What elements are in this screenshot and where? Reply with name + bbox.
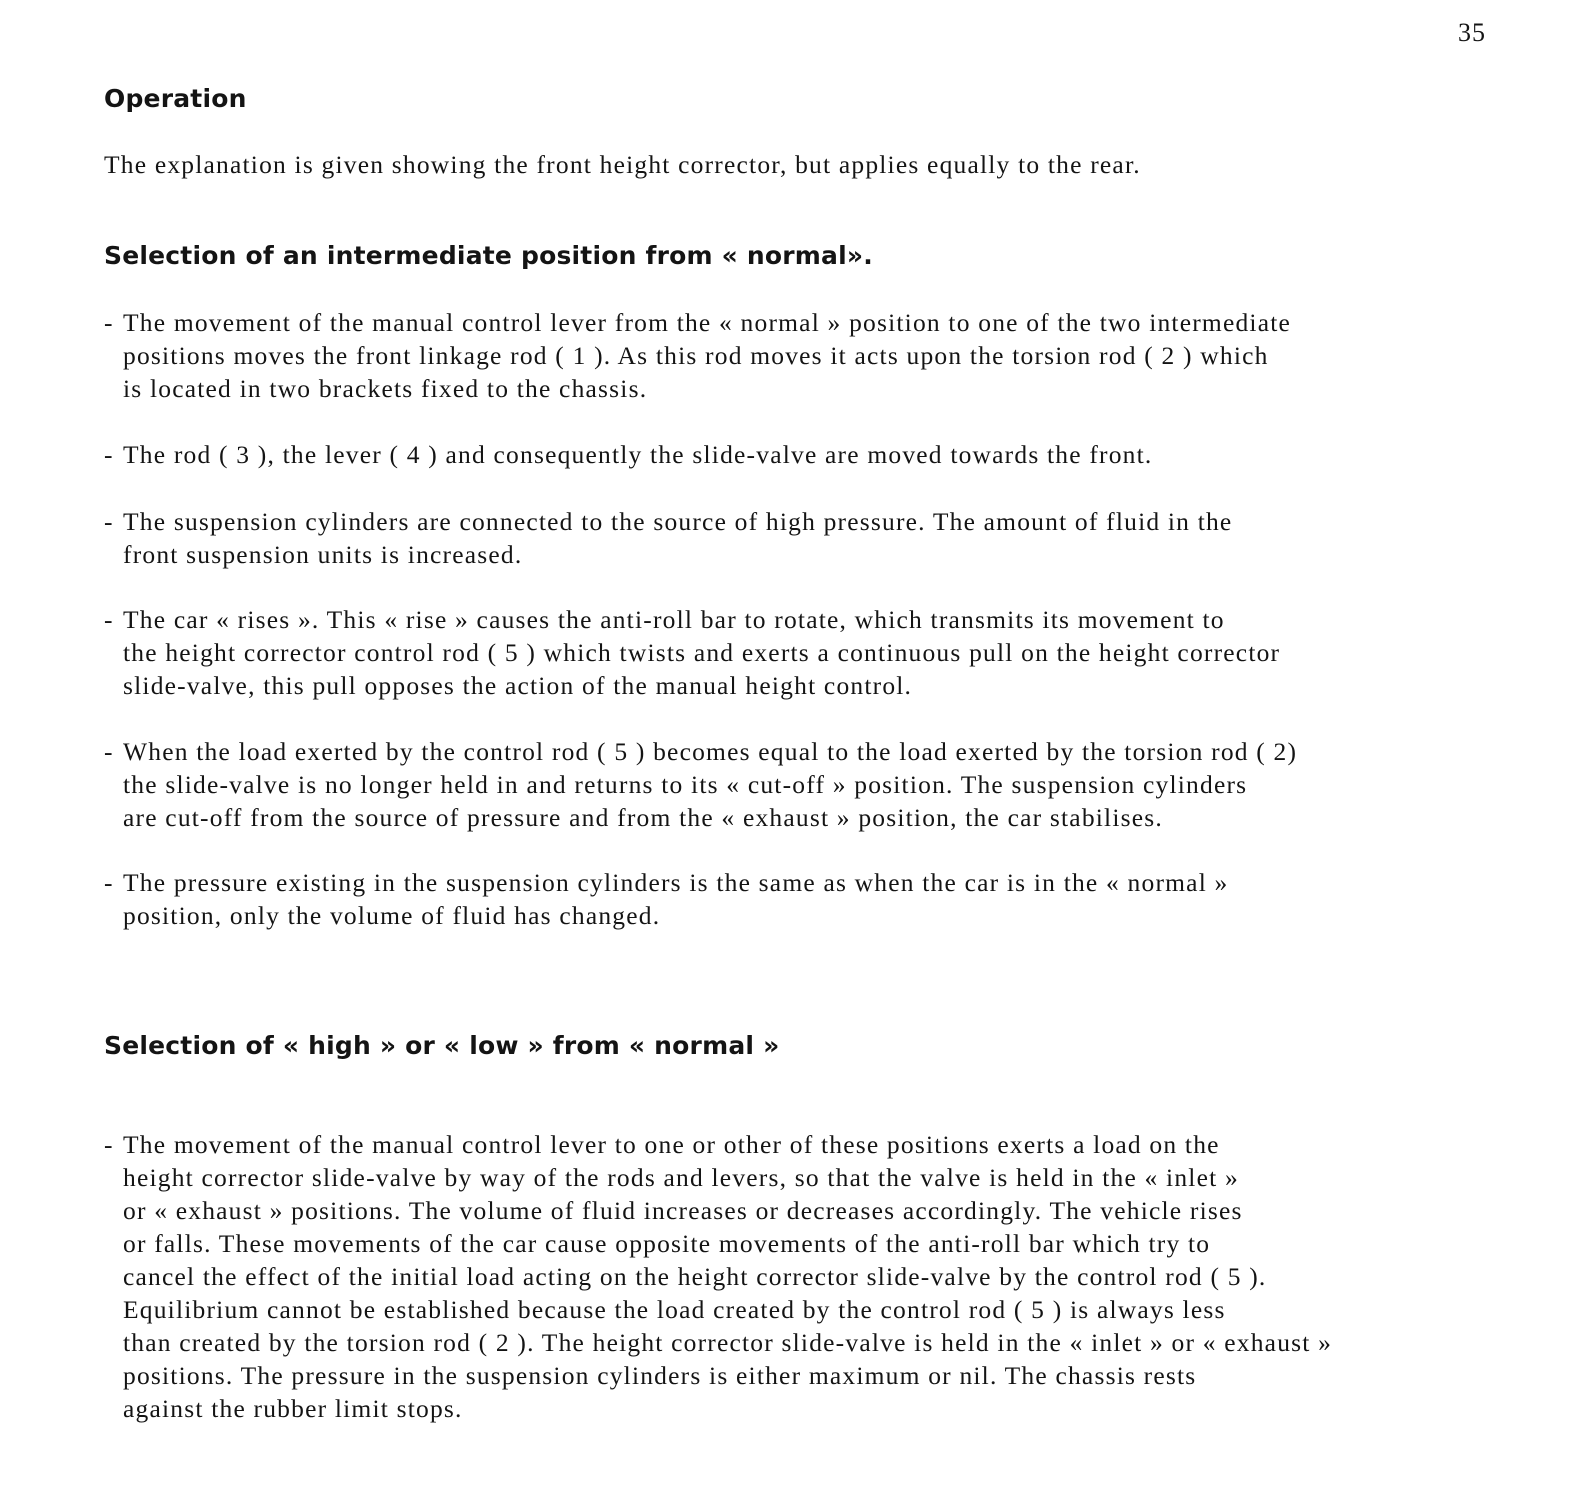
item-line: the height corrector control rod ( 5 ) which twists and exerts a continuous pull on the height corrector [123,638,1281,667]
item-line: When the load exerted by the control rod ( 5 ) becomes equal to the load exerted by the torsion rod ( 2) [123,737,1298,766]
item-line: The rod ( 3 ), the lever ( 4 ) and consequently the slide-valve are moved towards the front. [123,440,1153,469]
item-line: slide-valve, this pull opposes the action of the manual height control. [123,671,913,700]
item-line: The car « rises ». This « rise » causes the anti-roll bar to rotate, which transmits its movement to [123,605,1225,634]
item-line: or falls. These movements of the car cause opposite movements of the anti-roll bar which try to [123,1229,1211,1258]
page-number: 35 [1458,18,1486,47]
bullet-dash: - [104,308,114,337]
item-line: The movement of the manual control lever from the « normal » position to one of the two intermediate [123,308,1292,337]
item-line: The suspension cylinders are connected to the source of high pressure. The amount of fluid in the [123,507,1233,536]
item-line: or « exhaust » positions. The volume of fluid increases or decreases accordingly. The vehicle rises [123,1196,1243,1225]
item-line: the slide-valve is no longer held in and returns to its « cut-off » position. The suspension cylinders [123,770,1248,799]
item-line: against the rubber limit stops. [123,1394,463,1423]
item-line: position, only the volume of fluid has changed. [123,901,661,930]
bullet-dash: - [104,440,114,469]
bullet-dash: - [104,868,114,897]
item-line: The movement of the manual control lever to one or other of these positions exerts a load on the [123,1130,1220,1159]
item-line: positions moves the front linkage rod ( 1 ). As this rod moves it acts upon the torsion rod ( 2 ) which [123,341,1269,370]
operation-heading: Operation [104,84,247,113]
item-line: Equilibrium cannot be established because the load created by the control rod ( 5 ) is always less [123,1295,1226,1324]
item-line: is located in two brackets fixed to the chassis. [123,374,648,403]
item-line: The pressure existing in the suspension cylinders is the same as when the car is in the « normal » [123,868,1229,897]
item-line: front suspension units is increased. [123,540,523,569]
operation-intro: The explanation is given showing the front height corrector, but applies equally to the rear. [104,150,1141,179]
intermediate-item-3 [104,505,1524,571]
item-line: are cut-off from the source of pressure and from the « exhaust » position, the car stabilises. [123,803,1163,832]
high-low-heading: Selection of « high » or « low » from « normal » [104,1031,780,1060]
intermediate-item-2 [104,438,1524,471]
intermediate-heading: Selection of an intermediate position from « normal». [104,241,873,270]
item-line: height corrector slide-valve by way of the rods and levers, so that the valve is held in the « inlet » [123,1163,1239,1192]
bullet-dash: - [104,1130,114,1159]
high-low-item-1 [104,1128,1544,1425]
bullet-dash: - [104,507,114,536]
intermediate-item-6 [104,866,1524,932]
intermediate-item-5 [104,735,1524,834]
item-line: positions. The pressure in the suspension cylinders is either maximum or nil. The chassis rests [123,1361,1197,1390]
bullet-dash: - [104,605,114,634]
bullet-dash: - [104,737,114,766]
item-line: cancel the effect of the initial load acting on the height corrector slide-valve by the control rod ( 5 ). [123,1262,1267,1291]
intermediate-item-4 [104,603,1524,702]
item-line: than created by the torsion rod ( 2 ). The height corrector slide-valve is held in the « inlet » or « exhaust » [123,1328,1333,1357]
intermediate-item-1 [104,306,1524,405]
